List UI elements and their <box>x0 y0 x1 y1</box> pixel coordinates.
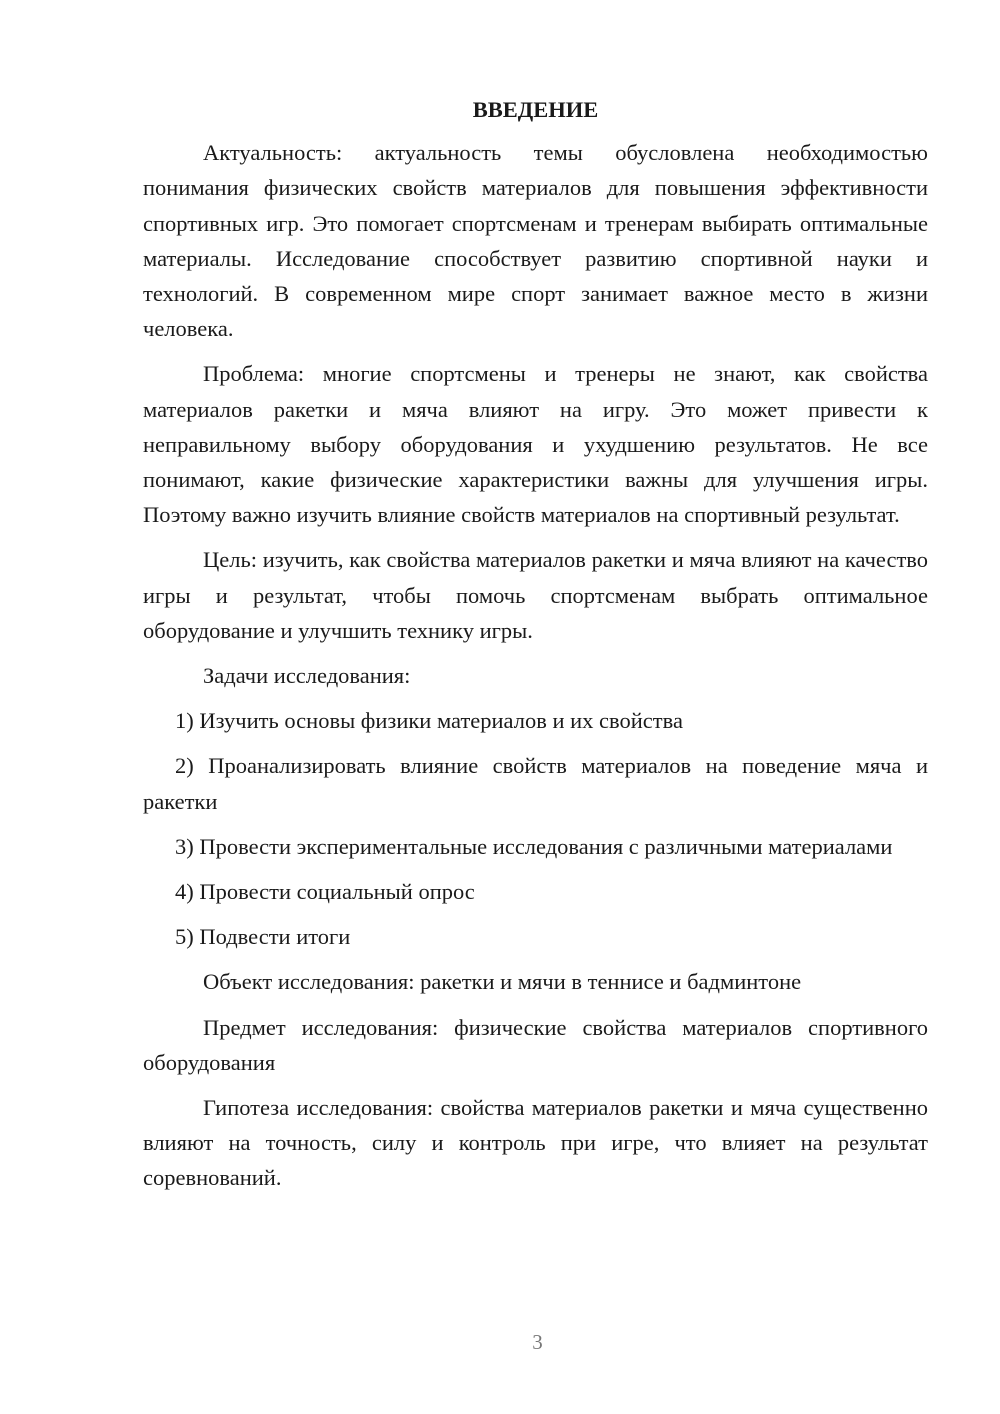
relevance-paragraph: Актуальность: актуальность темы обусловлена необходимостью понимания физических свойств материалов для повышения эффективности спортивных игр. Это помогает спортсменам и тренерам выбирать оптимальные материалы. Исследование способствует развитию спортивной науки и технологий. В современном мире спорт занимает важное место в жизни человека. <box>143 140 928 342</box>
task-item-4: 4) Провести социальный опрос <box>175 879 475 905</box>
object-paragraph: Объект исследования: ракетки и мячи в теннисе и бадминтоне <box>203 969 802 995</box>
goal-paragraph: Цель: изучить, как свойства материалов ракетки и мяча влияют на качество игры и результат, чтобы помочь спортсменам выбрать оптимальное оборудование и улучшить технику игры. <box>143 547 928 643</box>
page-number: 3 <box>532 1330 543 1354</box>
task-item-5: 5) Подвести итоги <box>175 924 351 950</box>
problem-paragraph: Проблема: многие спортсмены и тренеры не знают, как свойства материалов ракетки и мяча влияют на игру. Это может привести к неправильному выбору оборудования и ухудшению результатов. Не все понимают, какие физические характеристики важны для улучшения игры. Поэтому важно изучить влияние свойств материалов на спортивный результат. <box>143 361 928 528</box>
hypothesis-paragraph: Гипотеза исследования: свойства материалов ракетки и мяча существенно влияют на точность, силу и контроль при игре, что влияет на результат соревнований. <box>143 1095 928 1191</box>
task-item-2: 2) Проанализировать влияние свойств материалов на поведение мяча и ракетки <box>143 753 928 814</box>
document-page <box>143 92 928 1206</box>
subject-paragraph: Предмет исследования: физические свойства материалов спортивного оборудования <box>143 1014 928 1075</box>
tasks-heading: Задачи исследования: <box>203 663 411 689</box>
section-title: ВВЕДЕНИЕ <box>472 97 599 122</box>
task-item-1: 1) Изучить основы физики материалов и их свойства <box>175 708 683 734</box>
task-item-3: 3) Провести экспериментальные исследования с различными материалами <box>175 833 893 859</box>
